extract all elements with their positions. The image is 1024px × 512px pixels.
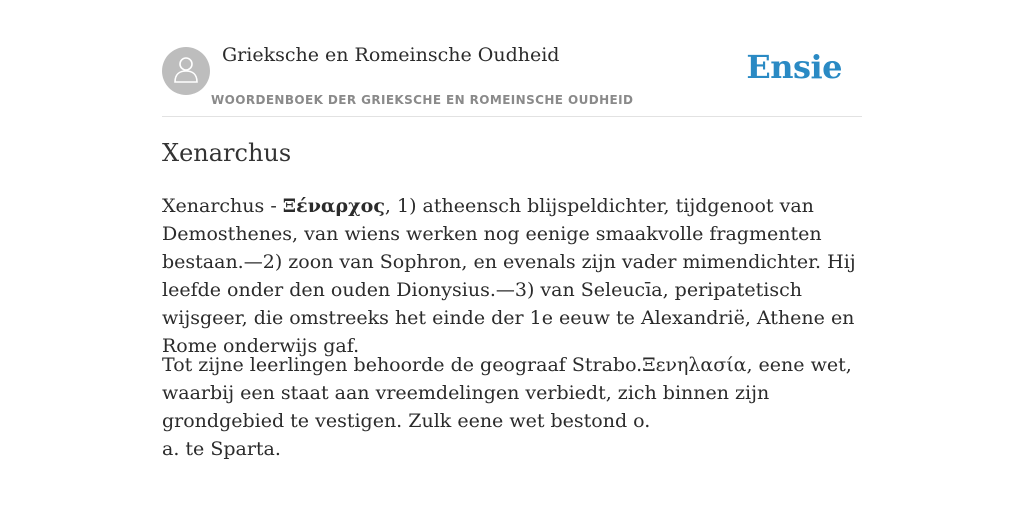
source-avatar[interactable]: [162, 47, 210, 95]
headword-greek: Ξέναρχος: [282, 195, 385, 217]
headword-lead: Xenarchus -: [162, 195, 283, 217]
entry-paragraph-2: [162, 351, 862, 463]
paragraph-2-last-line: a. te Sparta.: [162, 438, 281, 460]
ensie-logo[interactable]: Ensie: [746, 48, 842, 86]
entry-header: [162, 0, 862, 117]
entry-title: Xenarchus: [162, 139, 292, 167]
source-subtitle: WOORDENBOEK DER GRIEKSCHE EN ROMEINSCHE OUDHEID: [211, 93, 634, 107]
user-avatar-icon: [172, 54, 200, 88]
paragraph-2-text: Tot zijne leerlingen behoorde de geograaf Strabo.Ξενηλασία, eene wet, waarbij een staat aan vreemdelingen verbiedt, zich binnen zijn grondgebied te vestigen. Zulk eene wet bestond o.: [162, 354, 852, 432]
source-title[interactable]: Grieksche en Romeinsche Oudheid: [222, 44, 560, 66]
paragraph-1-text: , 1) atheensch blijspeldichter, tijdgenoot van Demosthenes, van wiens werken nog eenige smaakvolle fragmenten bestaan.—2) zoon van Sophron, en evenals zijn vader mimendichter. Hij leefde onder den ouden Dionysius.—3) van Seleucīa, peripatetisch wijsgeer, die omstreeks het einde der 1e eeuw te Alexandrië, Athene en Rome onderwijs gaf.: [162, 195, 856, 357]
entry-paragraph-1: [162, 192, 862, 360]
page-container: [162, 0, 862, 460]
